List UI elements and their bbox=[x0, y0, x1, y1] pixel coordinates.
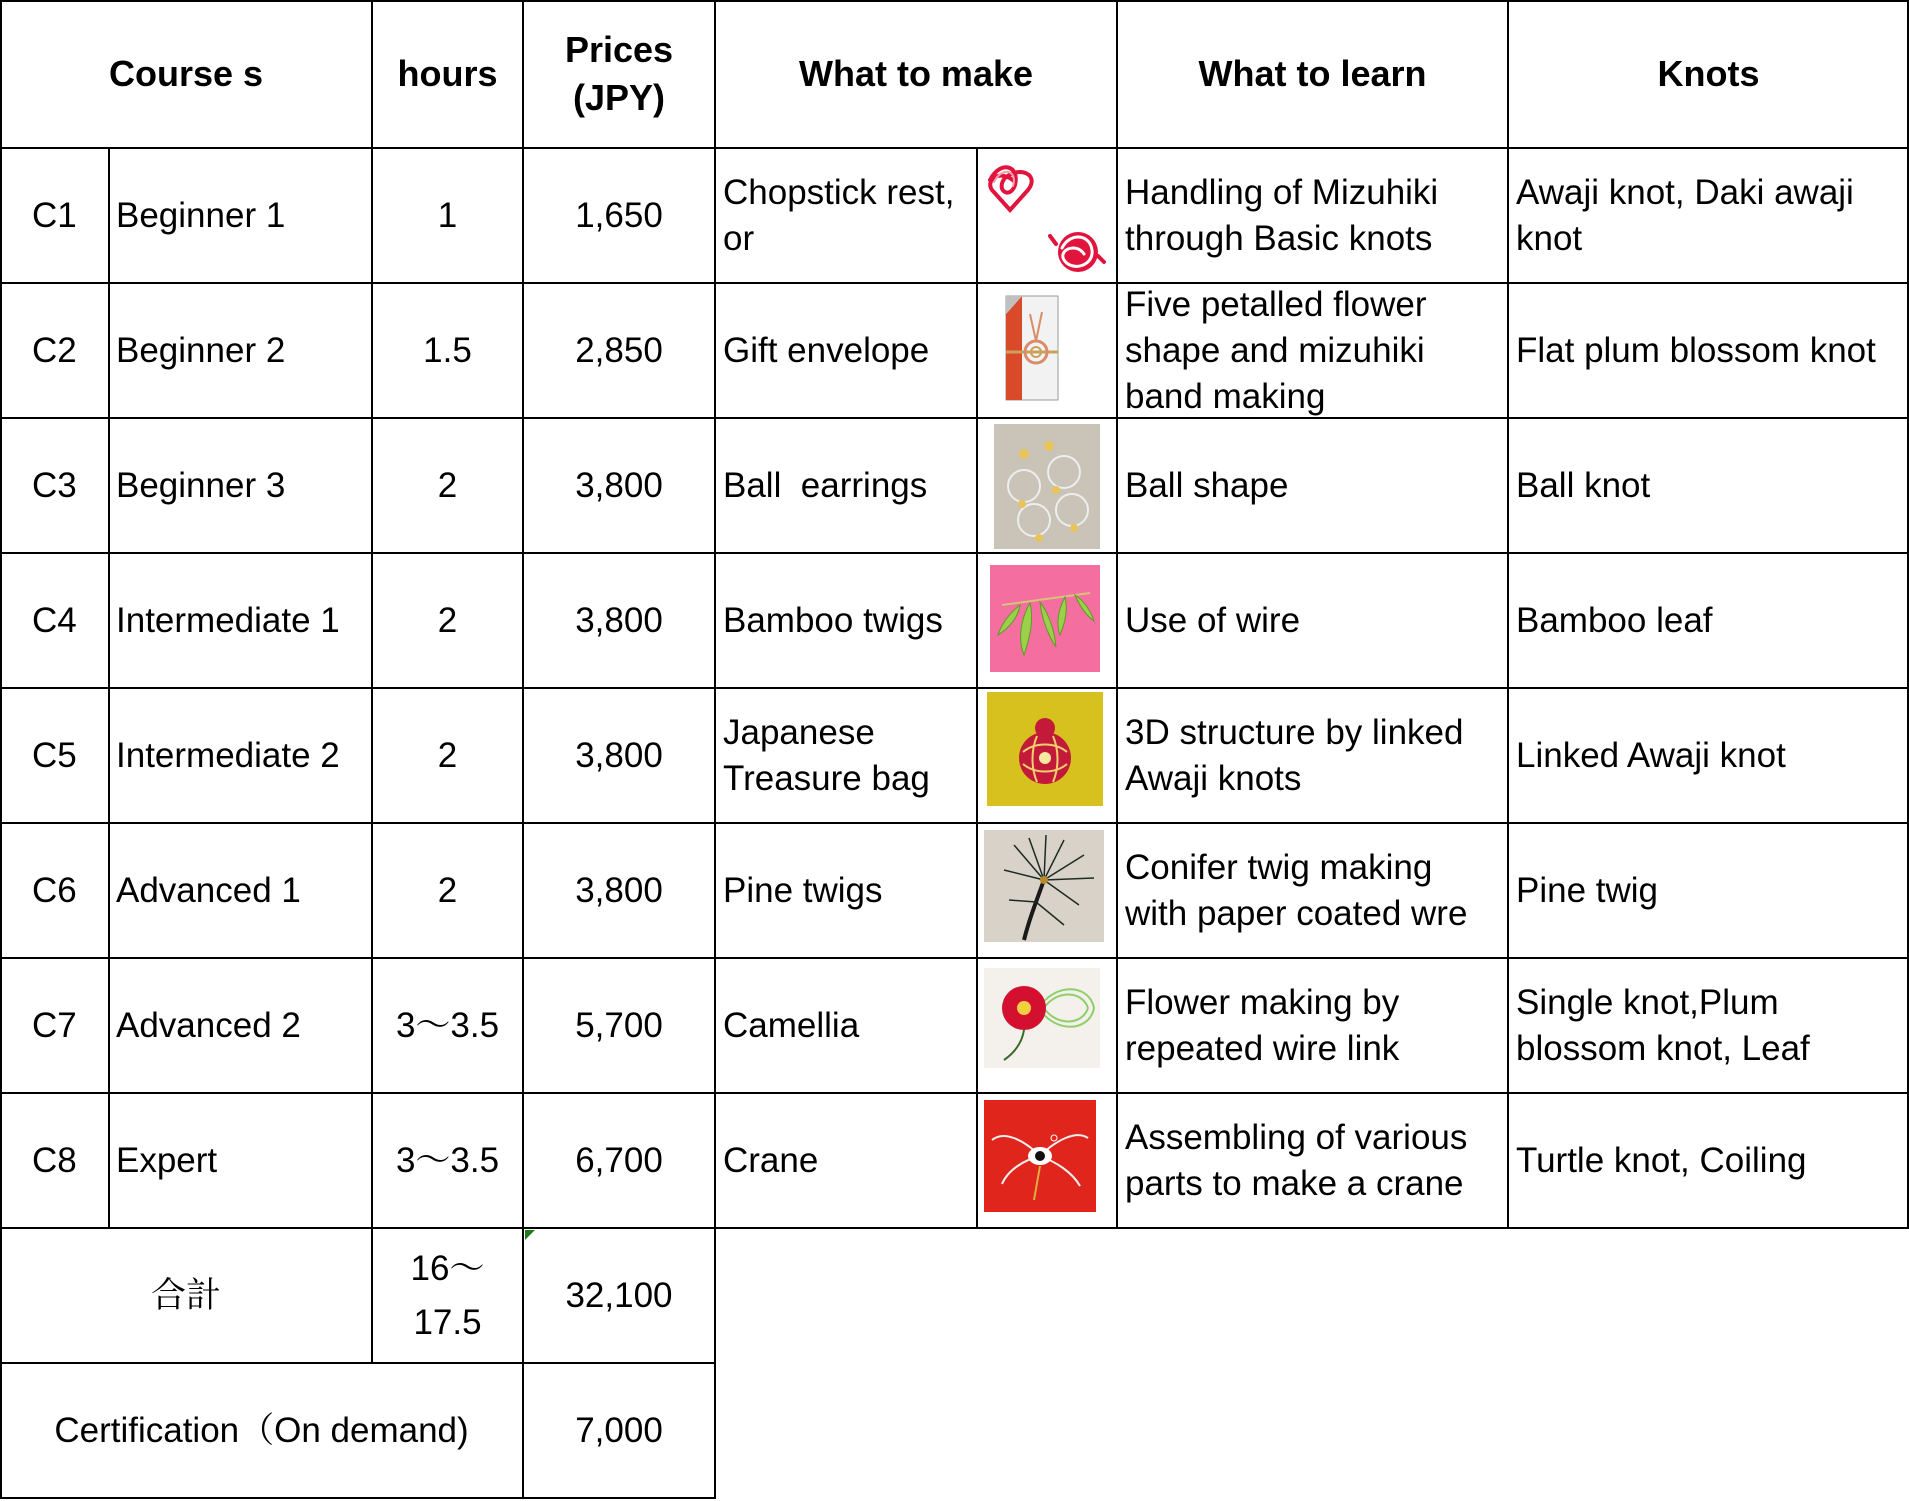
camellia-image bbox=[984, 968, 1100, 1068]
total-label: 合計 bbox=[150, 1275, 221, 1315]
row-code: C4 bbox=[32, 600, 77, 640]
row-price: 3,800 bbox=[575, 465, 663, 505]
total-price: 32,100 bbox=[565, 1275, 673, 1315]
header-prices-line2: (JPY) bbox=[572, 77, 666, 118]
row-price: 2,850 bbox=[575, 330, 663, 370]
row-course-name: Expert bbox=[116, 1140, 218, 1180]
row-code: C5 bbox=[32, 735, 77, 775]
row-hours: 3～3.5 bbox=[395, 1140, 500, 1180]
row-code: C2 bbox=[32, 330, 77, 370]
awaji-knot-image bbox=[980, 160, 1110, 278]
row-what-to-learn: Five petalled flower shape and mizuhiki band making bbox=[1125, 284, 1427, 416]
ball-earrings-image bbox=[994, 424, 1100, 549]
total-hours-line1: 16～ bbox=[410, 1248, 485, 1288]
row-course-name: Intermediate 1 bbox=[116, 600, 340, 640]
gift-envelope-image bbox=[1000, 294, 1064, 402]
row-price: 1,650 bbox=[575, 195, 663, 235]
header-what-to-learn: What to learn bbox=[1198, 53, 1427, 94]
total-hours bbox=[372, 1228, 523, 1363]
row-price: 6,700 bbox=[575, 1140, 663, 1180]
header-prices bbox=[523, 0, 715, 148]
row-course-name: Beginner 2 bbox=[116, 330, 286, 370]
row-knots: Ball knot bbox=[1516, 465, 1651, 505]
row-price: 3,800 bbox=[575, 870, 663, 910]
header-prices-line1: Prices bbox=[564, 29, 674, 70]
row-hours: 1 bbox=[437, 195, 458, 235]
row-what-to-learn: Handling of Mizuhiki through Basic knots bbox=[1125, 172, 1439, 258]
row-what-to-learn: Use of wire bbox=[1125, 600, 1301, 640]
row-what-to-learn: 3D structure by linked Awaji knots bbox=[1125, 712, 1464, 798]
row-knots: Flat plum blossom knot bbox=[1516, 330, 1876, 370]
row-price: 5,700 bbox=[575, 1005, 663, 1045]
row-code: C8 bbox=[32, 1140, 77, 1180]
row-what-to-learn: Assembling of various parts to make a crane bbox=[1125, 1117, 1468, 1203]
row-hours: 2 bbox=[437, 465, 458, 505]
row-what-to-learn: Conifer twig making with paper coated wre bbox=[1125, 847, 1468, 933]
row-code: C1 bbox=[32, 195, 77, 235]
row-knots: Awaji knot, Daki awaji knot bbox=[1516, 172, 1854, 258]
row-price: 3,800 bbox=[575, 600, 663, 640]
row-knots: Turtle knot, Coiling bbox=[1516, 1140, 1807, 1180]
row-what-to-make: Gift envelope bbox=[723, 330, 930, 370]
row-what-to-make: Pine twigs bbox=[723, 870, 883, 910]
header-what-to-make: What to make bbox=[798, 53, 1034, 94]
row-course-name: Beginner 1 bbox=[116, 195, 286, 235]
row-knots: Bamboo leaf bbox=[1516, 600, 1713, 640]
row-what-to-learn: Flower making by repeated wire link bbox=[1125, 982, 1400, 1068]
row-hours: 1.5 bbox=[423, 330, 472, 370]
total-hours-line2: 17.5 bbox=[413, 1302, 482, 1342]
certification-label: Certification（On demand) bbox=[54, 1410, 469, 1450]
row-code: C3 bbox=[32, 465, 77, 505]
row-what-to-make: Ball earrings bbox=[723, 465, 928, 505]
header-knots: Knots bbox=[1657, 53, 1760, 94]
row-course-name: Beginner 3 bbox=[116, 465, 286, 505]
treasure-bag-image bbox=[987, 692, 1103, 806]
crane-image bbox=[984, 1100, 1096, 1212]
row-what-to-make: Bamboo twigs bbox=[723, 600, 943, 640]
row-what-to-make: Crane bbox=[723, 1140, 819, 1180]
bamboo-twigs-image bbox=[990, 565, 1100, 672]
row-knots: Single knot,Plum blossom knot, Leaf bbox=[1516, 982, 1810, 1068]
row-code: C7 bbox=[32, 1005, 77, 1045]
cell-note-marker bbox=[525, 1230, 535, 1240]
header-courses: Course s bbox=[108, 53, 264, 94]
row-hours: 2 bbox=[437, 735, 458, 775]
row-what-to-learn: Ball shape bbox=[1125, 465, 1289, 505]
row-code: C6 bbox=[32, 870, 77, 910]
row-what-to-make: Chopstick rest, or bbox=[723, 172, 955, 258]
row-hours: 2 bbox=[437, 870, 458, 910]
header-hours: hours bbox=[397, 53, 498, 94]
row-knots: Pine twig bbox=[1516, 870, 1659, 910]
pine-twigs-image bbox=[984, 830, 1104, 942]
row-price: 3,800 bbox=[575, 735, 663, 775]
row-what-to-make: Japanese Treasure bag bbox=[723, 712, 930, 798]
row-course-name: Intermediate 2 bbox=[116, 735, 340, 775]
row-course-name: Advanced 2 bbox=[116, 1005, 301, 1045]
row-knots: Linked Awaji knot bbox=[1516, 735, 1786, 775]
row-hours: 3～3.5 bbox=[395, 1005, 500, 1045]
row-hours: 2 bbox=[437, 600, 458, 640]
certification-price: 7,000 bbox=[575, 1410, 663, 1450]
row-what-to-make: Camellia bbox=[723, 1005, 860, 1045]
row-course-name: Advanced 1 bbox=[116, 870, 301, 910]
